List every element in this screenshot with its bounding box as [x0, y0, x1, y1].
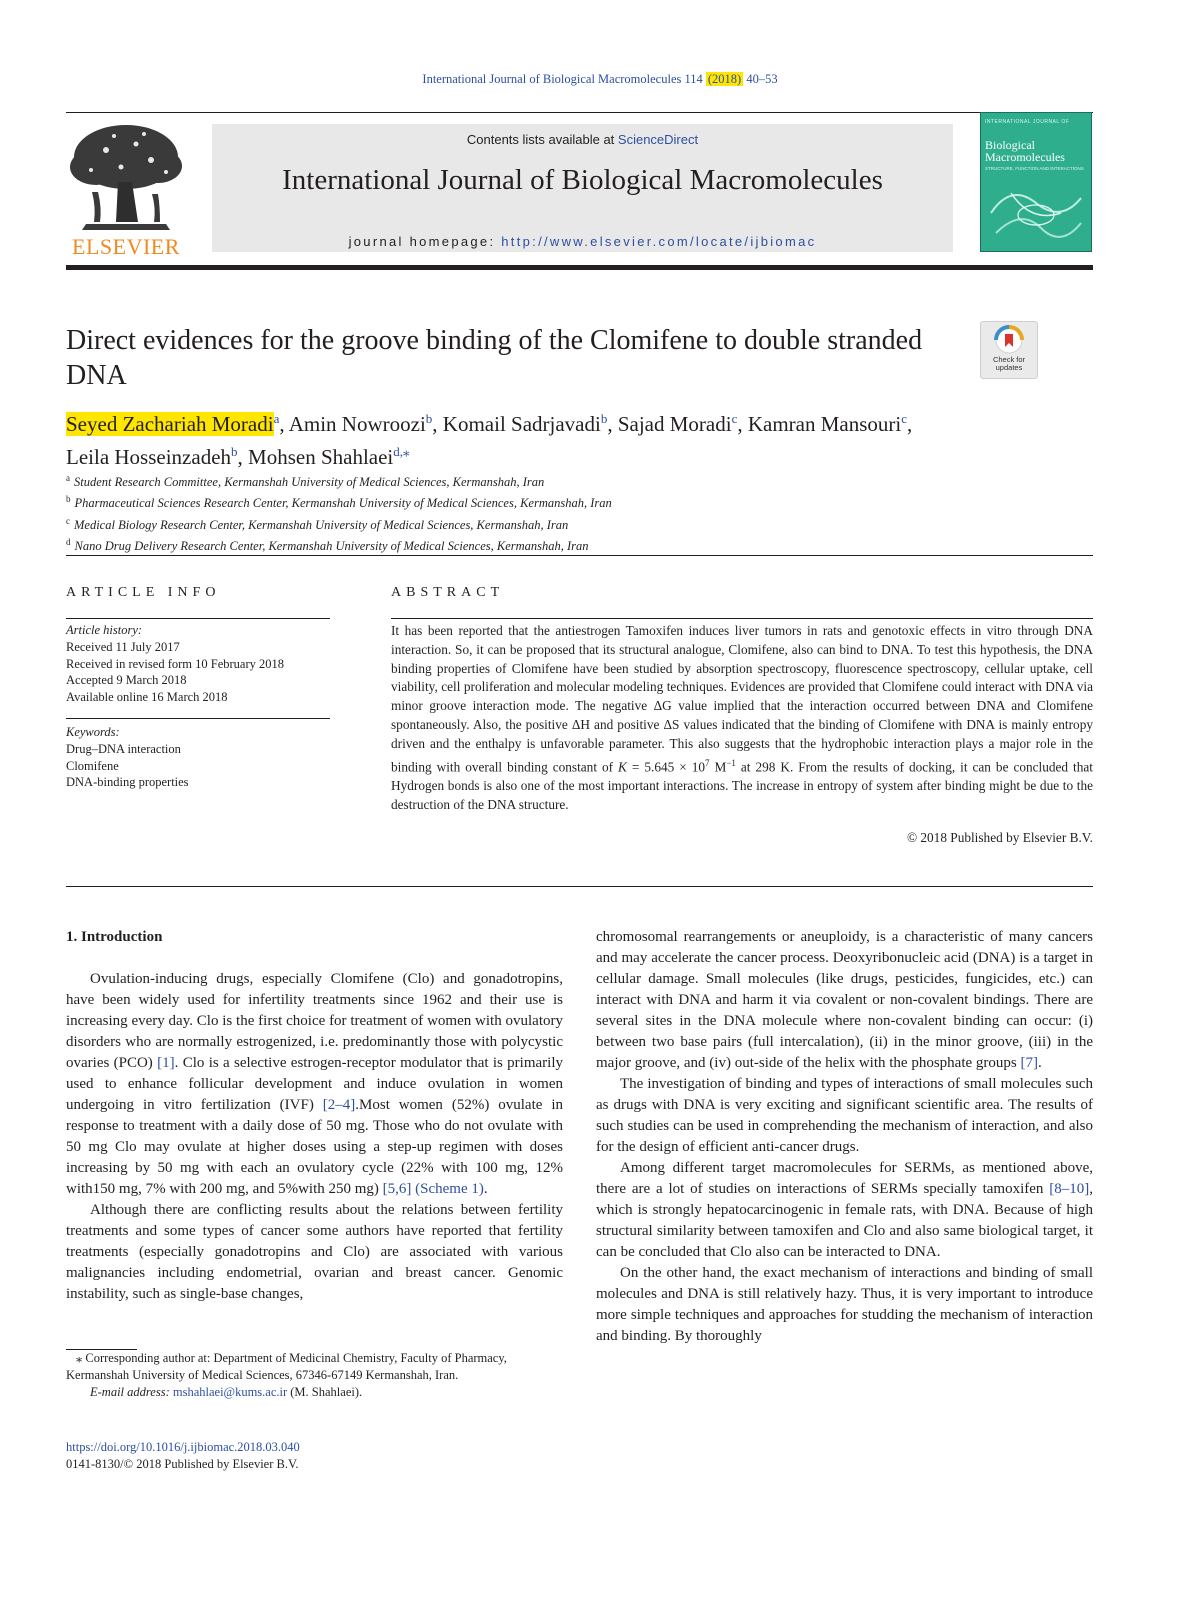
- cover-top-text: INTERNATIONAL JOURNAL OF: [985, 119, 1070, 125]
- body-column-right: [596, 927, 1093, 1347]
- cover-molecule-icon: [981, 173, 1091, 252]
- binding-constant-value: = 5.645 × 10: [626, 759, 706, 774]
- footnote-star: ⁎: [76, 1351, 83, 1365]
- abstract-rule: [391, 618, 1093, 619]
- paragraph-text: .: [483, 1181, 488, 1197]
- body-paragraph: [596, 1074, 1093, 1158]
- paragraph-text: . Clo is a selective estrogen-receptor modulator that is primarily used to enhance follicular development and induce ovulation in women undergoing in vitro fertilization (IVF): [66, 1055, 563, 1113]
- author-separator: ,: [607, 412, 618, 436]
- keyword-item: DNA-binding properties: [66, 775, 189, 790]
- author-name: Kamran Mansouri: [747, 412, 902, 436]
- affiliation-mark: a: [66, 473, 70, 483]
- footnote-text: [66, 1350, 563, 1384]
- affiliation-mark: d: [66, 537, 71, 548]
- history-label: Article history:: [66, 623, 143, 637]
- paragraph-text: .: [1038, 1055, 1042, 1071]
- email-label: E-mail address:: [90, 1385, 173, 1399]
- running-head-pages: 40–53: [743, 72, 778, 86]
- elsevier-tree-icon: [66, 122, 186, 232]
- keyword-item: Clomifene: [66, 758, 119, 773]
- affiliation-item: [66, 534, 966, 555]
- abstract-text-part1: It has been reported that the antiestrogen Tamoxifen induces liver tumors in rats and genotoxic effects in vitro through DNA interaction. So, it can be proposed that its structural analogue, Clomifene, also can bind to DNA. To test this hypothesis, the DNA binding properties of Clomifene have been studied by absorption spectroscopy, fluorescence spectroscopy, cellular uptake, cell viability, cell proliferation and molecular modeling techniques. Evidences are provided that Clomifene could interact with DNA via minor groove interaction mode. The negative ΔG value implied that the interaction occurred between DNA and Clomifene spontaneously. Also, the positive ΔH and positive ΔS values indicated that the binding of Clomifene with DNA is mainly entropy driven and the enthalpy is unfavorable parameter. This also suggests that the hydrophobic interaction plays a major role in the binding with overall binding constant of: [391, 623, 1093, 774]
- paragraph-text: On the other hand, the exact mechanism of interactions and binding of small molecules and DNA is still relatively hazy. Thus, it is very important to introduce more simple techniques and approaches for studding the mechanism of interaction and binding. By thoroughly: [596, 1265, 1093, 1344]
- cover-strip: STRUCTURE, FUNCTION AND INTERACTIONS: [985, 166, 1084, 171]
- homepage-line: [212, 234, 953, 249]
- article-title: Direct evidences for the groove binding of the Clomifene to double stranded DNA: [66, 325, 923, 391]
- citation-link[interactable]: [2–4]: [322, 1097, 356, 1113]
- author-name: Seyed Zachariah Moradi: [66, 412, 274, 436]
- body-paragraph: [596, 927, 1093, 1074]
- doi-block: [66, 1439, 563, 1473]
- affiliation-item: [66, 470, 966, 491]
- keywords-label: Keywords:: [66, 725, 120, 739]
- corresponding-author-footnote: [66, 1350, 563, 1401]
- article-info-heading: ARTICLE INFO: [66, 585, 221, 600]
- elsevier-logo: [66, 122, 186, 257]
- email-link[interactable]: mshahlaei@kums.ac.ir: [172, 1385, 288, 1399]
- paragraph-text: chromosomal rearrangements or aneuploidy, is a characteristic of many cancers and may accelerate the cancer process. Deoxyribonucleic acid (DNA) is a target in cellular damage. Small molecules (like drugs, pesticides, fungicides, etc.) can interact with DNA and harm it via covalent or non-covalent bindings. There are several sites in the DNA molecule where non-covalent binding can occur: (i) between two base pairs (full intercalation), (ii) in the minor groove, (iii) in the major groove, and (iv) out-side of the helix with the phosphate groups: [596, 929, 1093, 1071]
- running-head-year: (2018): [707, 72, 742, 86]
- cover-title-line1: Biological: [985, 138, 1035, 152]
- scheme-link[interactable]: (Scheme 1): [415, 1181, 484, 1197]
- author-affiliation-mark[interactable]: b: [231, 444, 238, 459]
- journal-banner: [212, 124, 953, 252]
- binding-constant-symbol: K: [618, 759, 627, 774]
- author-separator: ,: [432, 412, 443, 436]
- affiliation-text: Student Research Committee, Kermanshah University of Medical Sciences, Kermanshah, Iran: [74, 475, 545, 490]
- body-paragraph: [66, 969, 563, 1200]
- author-affiliation-mark[interactable]: a: [273, 411, 280, 426]
- affiliation-text: Pharmaceutical Sciences Research Center, Kermanshah University of Medical Sciences, Kermanshah, Iran: [74, 496, 612, 511]
- paragraph-text: Although there are conflicting results about the relations between fertility treatments and some types of cancer some authors have reported that fertility treatments (especially gonadotropins and Clo) are associated with various malignancies including endometrial, ovarian and breast cancer. Genomic instability, such as single-base changes,: [66, 1202, 563, 1302]
- citation-link[interactable]: [1]: [157, 1055, 175, 1071]
- doi-link[interactable]: https://doi.org/10.1016/j.ijbiomac.2018.03.040: [66, 1440, 300, 1454]
- author-name: Leila Hosseinzadeh: [66, 445, 232, 469]
- citation-link[interactable]: [7]: [1020, 1055, 1038, 1071]
- paragraph-text: The investigation of binding and types of interactions of small molecules such as drugs with DNA is very exciting and significant scientific area. The results of such studies can be used in comprehending the mechanism of interaction, and also for the design of efficient anti-cancer drugs.: [596, 1076, 1093, 1155]
- affiliation-mark: b: [66, 494, 71, 505]
- abstract-copyright: © 2018 Published by Elsevier B.V.: [906, 830, 1093, 845]
- keywords-rule: [66, 718, 330, 719]
- check-updates-label: [981, 356, 1037, 372]
- email-suffix: (M. Shahlaei).: [287, 1385, 363, 1399]
- history-item: Received in revised form 10 February 2018: [66, 656, 284, 671]
- author-name: Sajad Moradi: [617, 412, 732, 436]
- cover-title: [985, 139, 1089, 163]
- publisher-wordmark: ELSEVIER: [72, 234, 180, 259]
- abstract-end-rule: [66, 886, 1093, 887]
- check-updates-line2: updates: [995, 363, 1023, 372]
- body-paragraph: [596, 1263, 1093, 1347]
- abstract-text-part2: at 298 K. From the results of docking, it can be concluded that Hydrogen bonds is also one of the most important interactions. The increase in entropy of system after binding might be due to the destruction of the DNA structure.: [391, 759, 1093, 812]
- section-heading: 1. Introduction: [66, 929, 163, 945]
- journal-title: International Journal of Biological Macromolecules: [282, 164, 883, 196]
- homepage-link[interactable]: http://www.elsevier.com/locate/ijbiomac: [501, 234, 817, 249]
- running-head: [0, 72, 1200, 87]
- history-item: Received 11 July 2017: [66, 639, 180, 654]
- running-head-journal: International Journal of Biological Macromolecules 114: [422, 72, 706, 86]
- abstract-heading: ABSTRACT: [391, 585, 505, 600]
- contents-label: Contents lists available at: [466, 132, 618, 147]
- keyword-item: Drug–DNA interaction: [66, 741, 181, 756]
- check-for-updates-button[interactable]: [980, 321, 1038, 379]
- contents-line: [212, 132, 953, 147]
- binding-constant-unit: M: [709, 759, 727, 774]
- author-separator: ,: [237, 445, 249, 469]
- paragraph-text: .Most women (52%) ovulate in response to treatment with a daily dose of 50 mg. Those who do not ovulate with 50 mg Clo may ovulate at higher doses using a step-up regimen with doses increasing by 50 mg with each an ovulatory cycle (22% with 100 mg, 12% with150 mg, 7% with 200 mg, and 5%with 250 mg): [66, 1097, 563, 1197]
- sciencedirect-link[interactable]: ScienceDirect: [617, 132, 699, 147]
- paragraph-text: Among different target macromolecules for SERMs, as mentioned above, there are a lot of studies on interactions of SERMs specially tamoxifen: [596, 1160, 1093, 1197]
- history-item: Accepted 9 March 2018: [66, 673, 187, 688]
- binding-constant-unit-exponent: −1: [726, 757, 736, 768]
- author-name: Komail Sadrjavadi: [442, 412, 601, 436]
- affiliation-rule: [66, 555, 1093, 556]
- masthead-bottom-rule: [66, 265, 1093, 270]
- body-paragraph: [66, 1200, 563, 1305]
- affiliation-text: Medical Biology Research Center, Kermanshah University of Medical Sciences, Kermanshah, Iran: [74, 518, 569, 533]
- author-list: [66, 405, 1106, 471]
- journal-cover: [980, 112, 1092, 252]
- check-updates-icon: [981, 322, 1037, 358]
- issn-line: 0141-8130/© 2018 Published by Elsevier B.V.: [66, 1457, 299, 1471]
- abstract-body: [391, 622, 1093, 814]
- masthead-top-rule: [66, 112, 1093, 113]
- affiliation-list: [66, 470, 966, 556]
- author-separator: ,: [737, 412, 748, 436]
- citation-link[interactable]: [8–10]: [1049, 1181, 1090, 1197]
- citation-link[interactable]: [5,6]: [382, 1181, 412, 1197]
- affiliation-item: [66, 513, 966, 534]
- history-item: Available online 16 March 2018: [66, 690, 228, 705]
- author-separator: ,: [907, 412, 913, 436]
- affiliation-item: [66, 491, 966, 512]
- author-affiliation-mark[interactable]: b: [425, 411, 433, 426]
- body-paragraph: [596, 1158, 1093, 1263]
- body-column-left: [66, 927, 563, 1305]
- author-name: Amin Nowroozi: [288, 412, 426, 436]
- footnote-body: Corresponding author at: Department of Medicinal Chemistry, Faculty of Pharmacy, Kermanshah University of Medical Sciences, 67346-67149 Kermanshah, Iran.: [66, 1351, 507, 1382]
- author-affiliation-mark[interactable]: b: [600, 411, 608, 426]
- homepage-label: journal homepage:: [348, 234, 502, 249]
- author-affiliation-mark[interactable]: c: [731, 411, 738, 426]
- footnote-email-line: [66, 1384, 563, 1401]
- paragraph-text: , which is strongly hepatocarcinogenic in female rats, with DNA. Because of high structural similarity between tamoxifen and Clo and also same biological target, it can be concluded that Clo also can be interacted to DNA.: [596, 1181, 1093, 1260]
- binding-constant-exponent: 7: [705, 757, 710, 768]
- author-affiliation-mark[interactable]: d,⁎: [393, 444, 410, 459]
- article-info-rule: [66, 618, 330, 619]
- check-updates-line1: Check for: [992, 355, 1026, 364]
- cover-title-line2: Macromolecules: [985, 150, 1065, 164]
- affiliation-mark: c: [66, 515, 70, 526]
- paragraph-text: Ovulation-inducing drugs, especially Clomifene (Clo) and gonadotropins, have been widely used for infertility treatments since 1962 and their use is increasing every day. Clo is the first choice for treatment of women with ovulatory disorders who are normally estrogenized, i.e. predominantly those with polycystic ovaries (PCO): [66, 971, 563, 1071]
- author-affiliation-mark[interactable]: c: [901, 411, 908, 426]
- affiliation-text: Nano Drug Delivery Research Center, Kermanshah University of Medical Sciences, Kermanshah, Iran: [74, 539, 589, 554]
- keywords-block: [66, 724, 330, 791]
- article-history: [66, 622, 330, 706]
- author-separator: ,: [279, 412, 289, 436]
- author-name: Mohsen Shahlaei: [248, 445, 394, 469]
